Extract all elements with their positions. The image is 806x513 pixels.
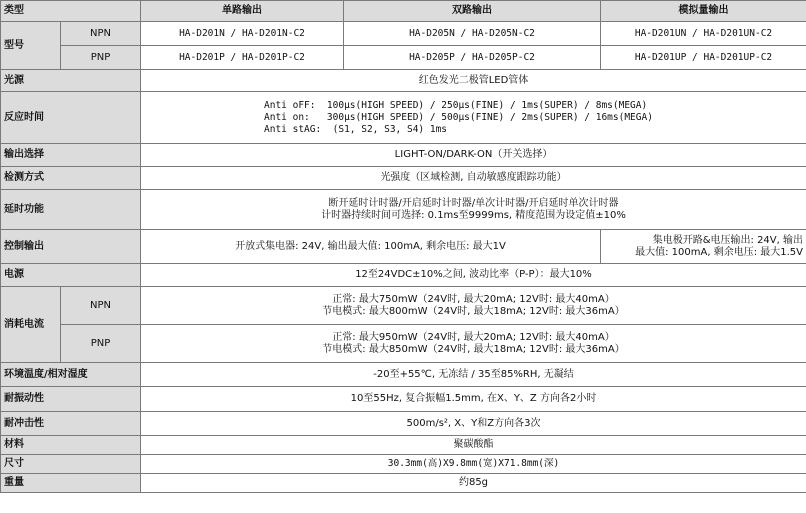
header-single-output: 单路输出 — [141, 1, 344, 22]
model-npn-single: HA-D201N / HA-D201N-C2 — [141, 22, 344, 46]
weight-row — [1, 474, 806, 493]
size-row — [1, 455, 806, 474]
consumption-npn-label: NPN — [61, 287, 141, 325]
consumption-pnp-eco: 节电模式: 最大850mW（24V时, 最大18mA; 12V时: 最大36mA） — [322, 343, 625, 355]
power-value: 12至24VDC±10%之间, 波动比率（P-P）：最大10% — [141, 264, 806, 287]
detection-label: 检测方式 — [1, 167, 141, 190]
header-row — [1, 1, 806, 22]
weight-value: 约85g — [141, 474, 806, 493]
output-select-row — [1, 144, 806, 167]
control-output-analog-line-2: 最大值: 100mA, 剩余电压: 最大1.5V — [635, 246, 803, 258]
material-row — [1, 436, 806, 455]
model-pnp-analog: HA-D201UP / HA-D201UP-C2 — [601, 46, 806, 70]
model-npn-row — [1, 22, 806, 46]
consumption-pnp-normal: 正常: 最大950mW（24V时, 最大20mA; 12V时: 最大40mA） — [332, 331, 615, 343]
consumption-npn-normal: 正常: 最大750mW（24V时, 最大20mA; 12V时: 最大40mA） — [332, 293, 615, 305]
vibration-value: 10至55Hz, 复合振幅1.5mm, 在X、Y、Z 方向各2小时 — [141, 387, 806, 412]
delay-line-1: 断开延时计时器/开启延时计时器/单次计时器/开启延时单次计时器 — [328, 197, 619, 209]
control-output-label: 控制输出 — [1, 230, 141, 264]
light-source-value: 红色发光二极管LED管体 — [141, 70, 806, 92]
model-pnp-label: PNP — [61, 46, 141, 70]
size-label: 尺寸 — [1, 455, 141, 474]
response-anti-on: Anti on: 300μs(HIGH SPEED) / 500μs(FINE) / 2ms(SUPER) / 16ms(MEGA) — [264, 111, 653, 123]
delay-line-2: 计时器持续时间可选择: 0.1ms至9999ms, 精度范围为设定值±10% — [321, 209, 626, 221]
header-analog-output: 模拟量输出 — [601, 1, 806, 22]
model-npn-analog: HA-D201UN / HA-D201UN-C2 — [601, 22, 806, 46]
environment-value: -20至+55℃, 无冻结 / 35至85%RH, 无凝结 — [141, 363, 806, 387]
light-source-label: 光源 — [1, 70, 141, 92]
response-time-value — [141, 92, 806, 144]
detection-row — [1, 167, 806, 190]
vibration-label: 耐振动性 — [1, 387, 141, 412]
consumption-npn-eco: 节电模式: 最大800mW（24V时, 最大18mA; 12V时: 最大36mA） — [322, 305, 625, 317]
consumption-pnp-row — [1, 325, 806, 363]
delay-value — [141, 190, 806, 230]
weight-label: 重量 — [1, 474, 141, 493]
control-output-main: 开放式集电器: 24V, 输出最大值: 100mA, 剩余电压: 最大1V — [141, 230, 601, 264]
environment-label: 环境温度/相对湿度 — [1, 363, 141, 387]
model-pnp-single: HA-D201P / HA-D201P-C2 — [141, 46, 344, 70]
environment-row — [1, 363, 806, 387]
control-output-row — [1, 230, 806, 264]
shock-value: 500m/s², X、Y和Z方向各3次 — [141, 412, 806, 436]
shock-row — [1, 412, 806, 436]
size-value: 30.3mm(高)X9.8mm(宽)X71.8mm(深) — [141, 455, 806, 474]
consumption-npn-value — [141, 287, 806, 325]
response-anti-off: Anti oFF: 100μs(HIGH SPEED) / 250μs(FINE) / 1ms(SUPER) / 8ms(MEGA) — [264, 99, 648, 111]
power-label: 电源 — [1, 264, 141, 287]
detection-value: 光强度（区域检测, 自动敏感度跟踪功能） — [141, 167, 806, 190]
model-npn-label: NPN — [61, 22, 141, 46]
shock-label: 耐冲击性 — [1, 412, 141, 436]
vibration-row — [1, 387, 806, 412]
output-select-label: 输出选择 — [1, 144, 141, 167]
delay-row — [1, 190, 806, 230]
response-anti-stag: Anti stAG: (S1, S2, S3, S4) 1ms — [264, 123, 448, 135]
model-pnp-dual: HA-D205P / HA-D205P-C2 — [344, 46, 601, 70]
model-label: 型号 — [1, 22, 61, 70]
response-time-row — [1, 92, 806, 144]
material-value: 聚碳酸酯 — [141, 436, 806, 455]
header-type: 类型 — [1, 1, 141, 22]
delay-label: 延时功能 — [1, 190, 141, 230]
response-time-label: 反应时间 — [1, 92, 141, 144]
output-select-value: LIGHT-ON/DARK-ON（开关选择） — [141, 144, 806, 167]
model-pnp-row — [1, 46, 806, 70]
header-dual-output: 双路输出 — [344, 1, 601, 22]
control-output-analog — [601, 230, 806, 264]
consumption-pnp-label: PNP — [61, 325, 141, 363]
light-source-row — [1, 70, 806, 92]
consumption-label: 消耗电流 — [1, 287, 61, 363]
consumption-npn-row — [1, 287, 806, 325]
model-npn-dual: HA-D205N / HA-D205N-C2 — [344, 22, 601, 46]
control-output-analog-line-1: 集电极开路&电压输出: 24V, 输出 — [652, 234, 803, 246]
power-row — [1, 264, 806, 287]
material-label: 材料 — [1, 436, 141, 455]
consumption-pnp-value — [141, 325, 806, 363]
